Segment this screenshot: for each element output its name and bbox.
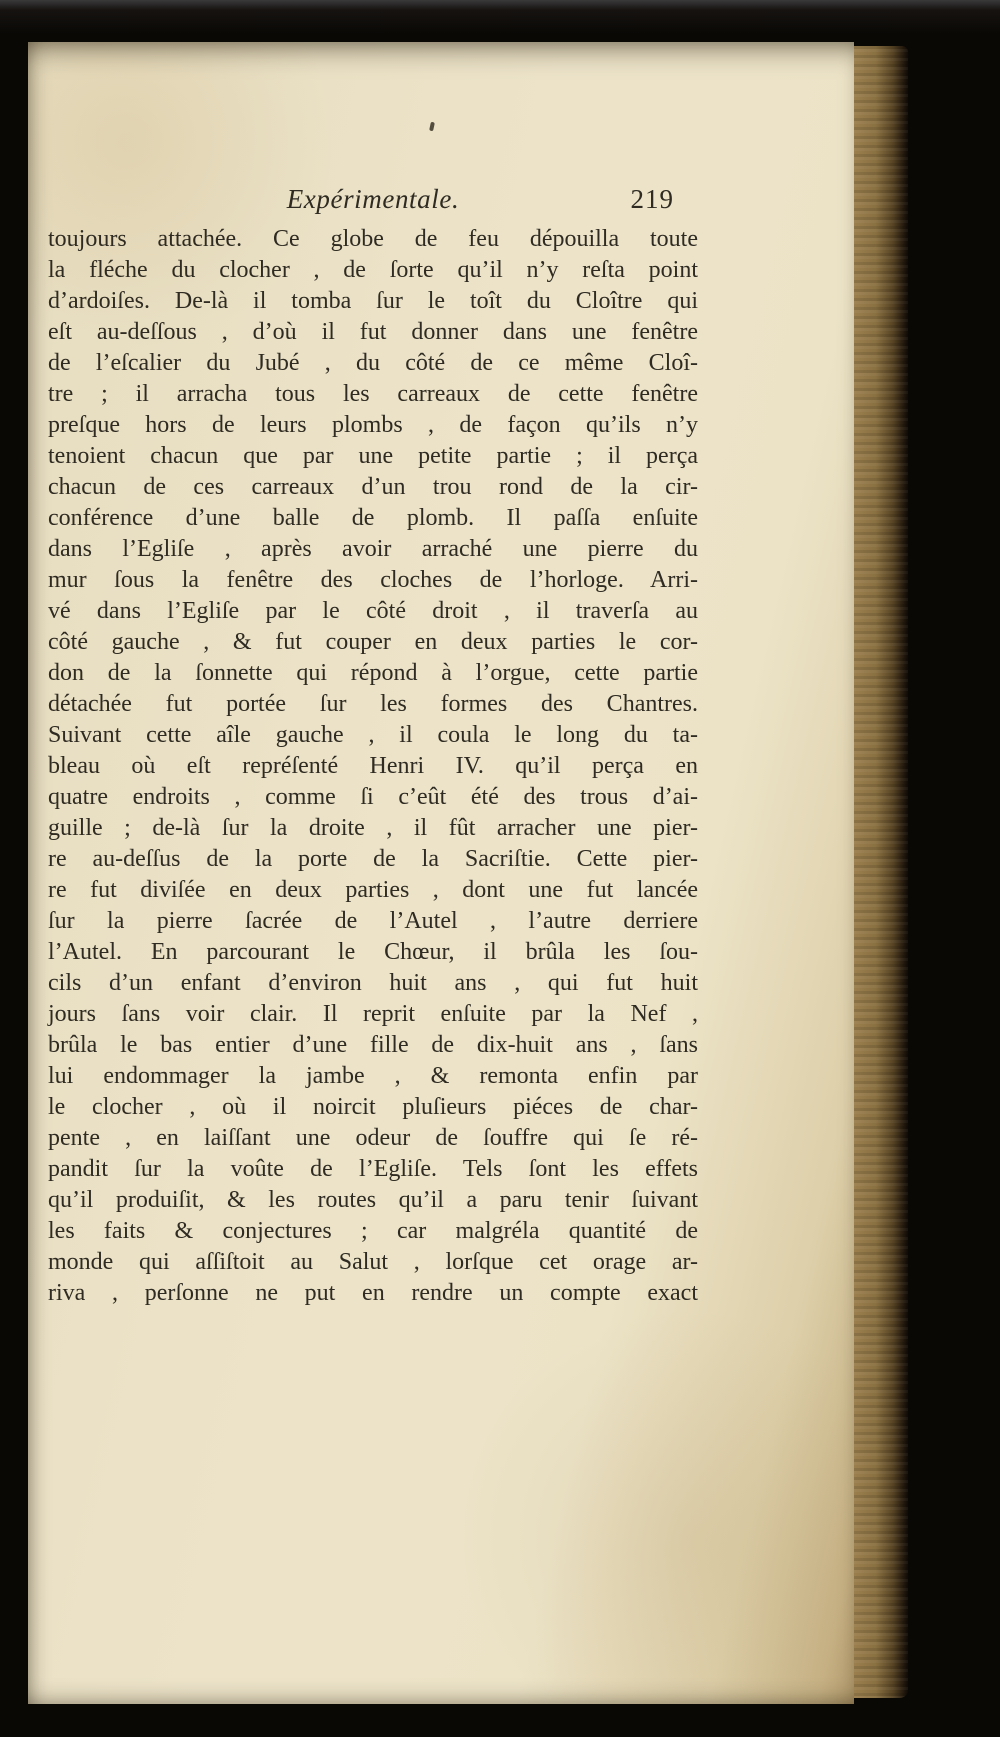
text-line: ſur la pierre ſacrée de l’Autel , l’autre derriere <box>48 908 698 934</box>
text-line: les faits & conjectures ; car malgréla quantité de <box>48 1218 698 1244</box>
text-line: lui endommager la jambe , & remonta enfin par <box>48 1063 698 1089</box>
text-line: riva , perſonne ne put en rendre un compte exact <box>48 1280 698 1306</box>
page-number: 219 <box>630 184 674 214</box>
text-line: de l’eſcalier du Jubé , du côté de ce même Cloî- <box>48 350 698 376</box>
text-line: vé dans l’Egliſe par le côté droit , il traverſa au <box>48 598 698 624</box>
page-edge-strip <box>854 46 908 1698</box>
text-line: chacun de ces carreaux d’un trou rond de la cir- <box>48 474 698 500</box>
text-line: la fléche du clocher , de ſorte qu’il n’y reſta point <box>48 257 698 283</box>
text-line: jours ſans voir clair. Il reprit enſuite par la Nef , <box>48 1001 698 1027</box>
text-line: don de la ſonnette qui répond à l’orgue, cette partie <box>48 660 698 686</box>
page-header <box>48 184 698 220</box>
text-line: cils d’un enfant d’environ huit ans , qui fut huit <box>48 970 698 996</box>
text-line: d’ardoiſes. De-là il tomba ſur le toît du Cloître qui <box>48 288 698 314</box>
text-line: détachée fut portée ſur les formes des Chantres. <box>48 691 698 717</box>
text-line: pente , en laiſſant une odeur de ſouffre qui ſe ré- <box>48 1125 698 1151</box>
text-line: preſque hors de leurs plombs , de façon qu’ils n’y <box>48 412 698 438</box>
text-line: bleau où eſt repréſenté Henri IV. qu’il perça en <box>48 753 698 779</box>
text-line: Suivant cette aîle gauche , il coula le long du ta- <box>48 722 698 748</box>
text-line: re fut diviſée en deux parties , dont une fut lancée <box>48 877 698 903</box>
text-line: eſt au-deſſous , d’où il fut donner dans une fenêtre <box>48 319 698 345</box>
ink-speck <box>429 122 435 132</box>
text-line: le clocher , où il noircit pluſieurs piéces de char- <box>48 1094 698 1120</box>
text-line: re au-deſſus de la porte de la Sacriſtie. Cette pier- <box>48 846 698 872</box>
text-line: quatre endroits , comme ſi c’eût été des trous d’ai- <box>48 784 698 810</box>
text-line: toujours attachée. Ce globe de feu dépouilla toute <box>48 226 698 252</box>
text-line: qu’il produiſit, & les routes qu’il a paru tenir ſuivant <box>48 1187 698 1213</box>
book-page <box>28 42 854 1704</box>
text-line: l’Autel. En parcourant le Chœur, il brûla les ſou- <box>48 939 698 965</box>
running-title: Expérimentale. <box>286 184 460 214</box>
text-line: côté gauche , & fut couper en deux parties le cor- <box>48 629 698 655</box>
text-line: dans l’Egliſe , après avoir arraché une pierre du <box>48 536 698 562</box>
text-line: mur ſous la fenêtre des cloches de l’horloge. Arri- <box>48 567 698 593</box>
body-text <box>48 224 698 1309</box>
text-line: monde qui aſſiſtoit au Salut , lorſque cet orage ar- <box>48 1249 698 1275</box>
text-line: guille ; de-là ſur la droite , il fût arracher une pier- <box>48 815 698 841</box>
text-line: pandit ſur la voûte de l’Egliſe. Tels ſont les effets <box>48 1156 698 1182</box>
text-line: tenoient chacun que par une petite partie ; il perça <box>48 443 698 469</box>
text-line: tre ; il arracha tous les carreaux de cette fenêtre <box>48 381 698 407</box>
text-line: conférence d’une balle de plomb. Il paſſa enſuite <box>48 505 698 531</box>
text-line: brûla le bas entier d’une fille de dix-huit ans , ſans <box>48 1032 698 1058</box>
